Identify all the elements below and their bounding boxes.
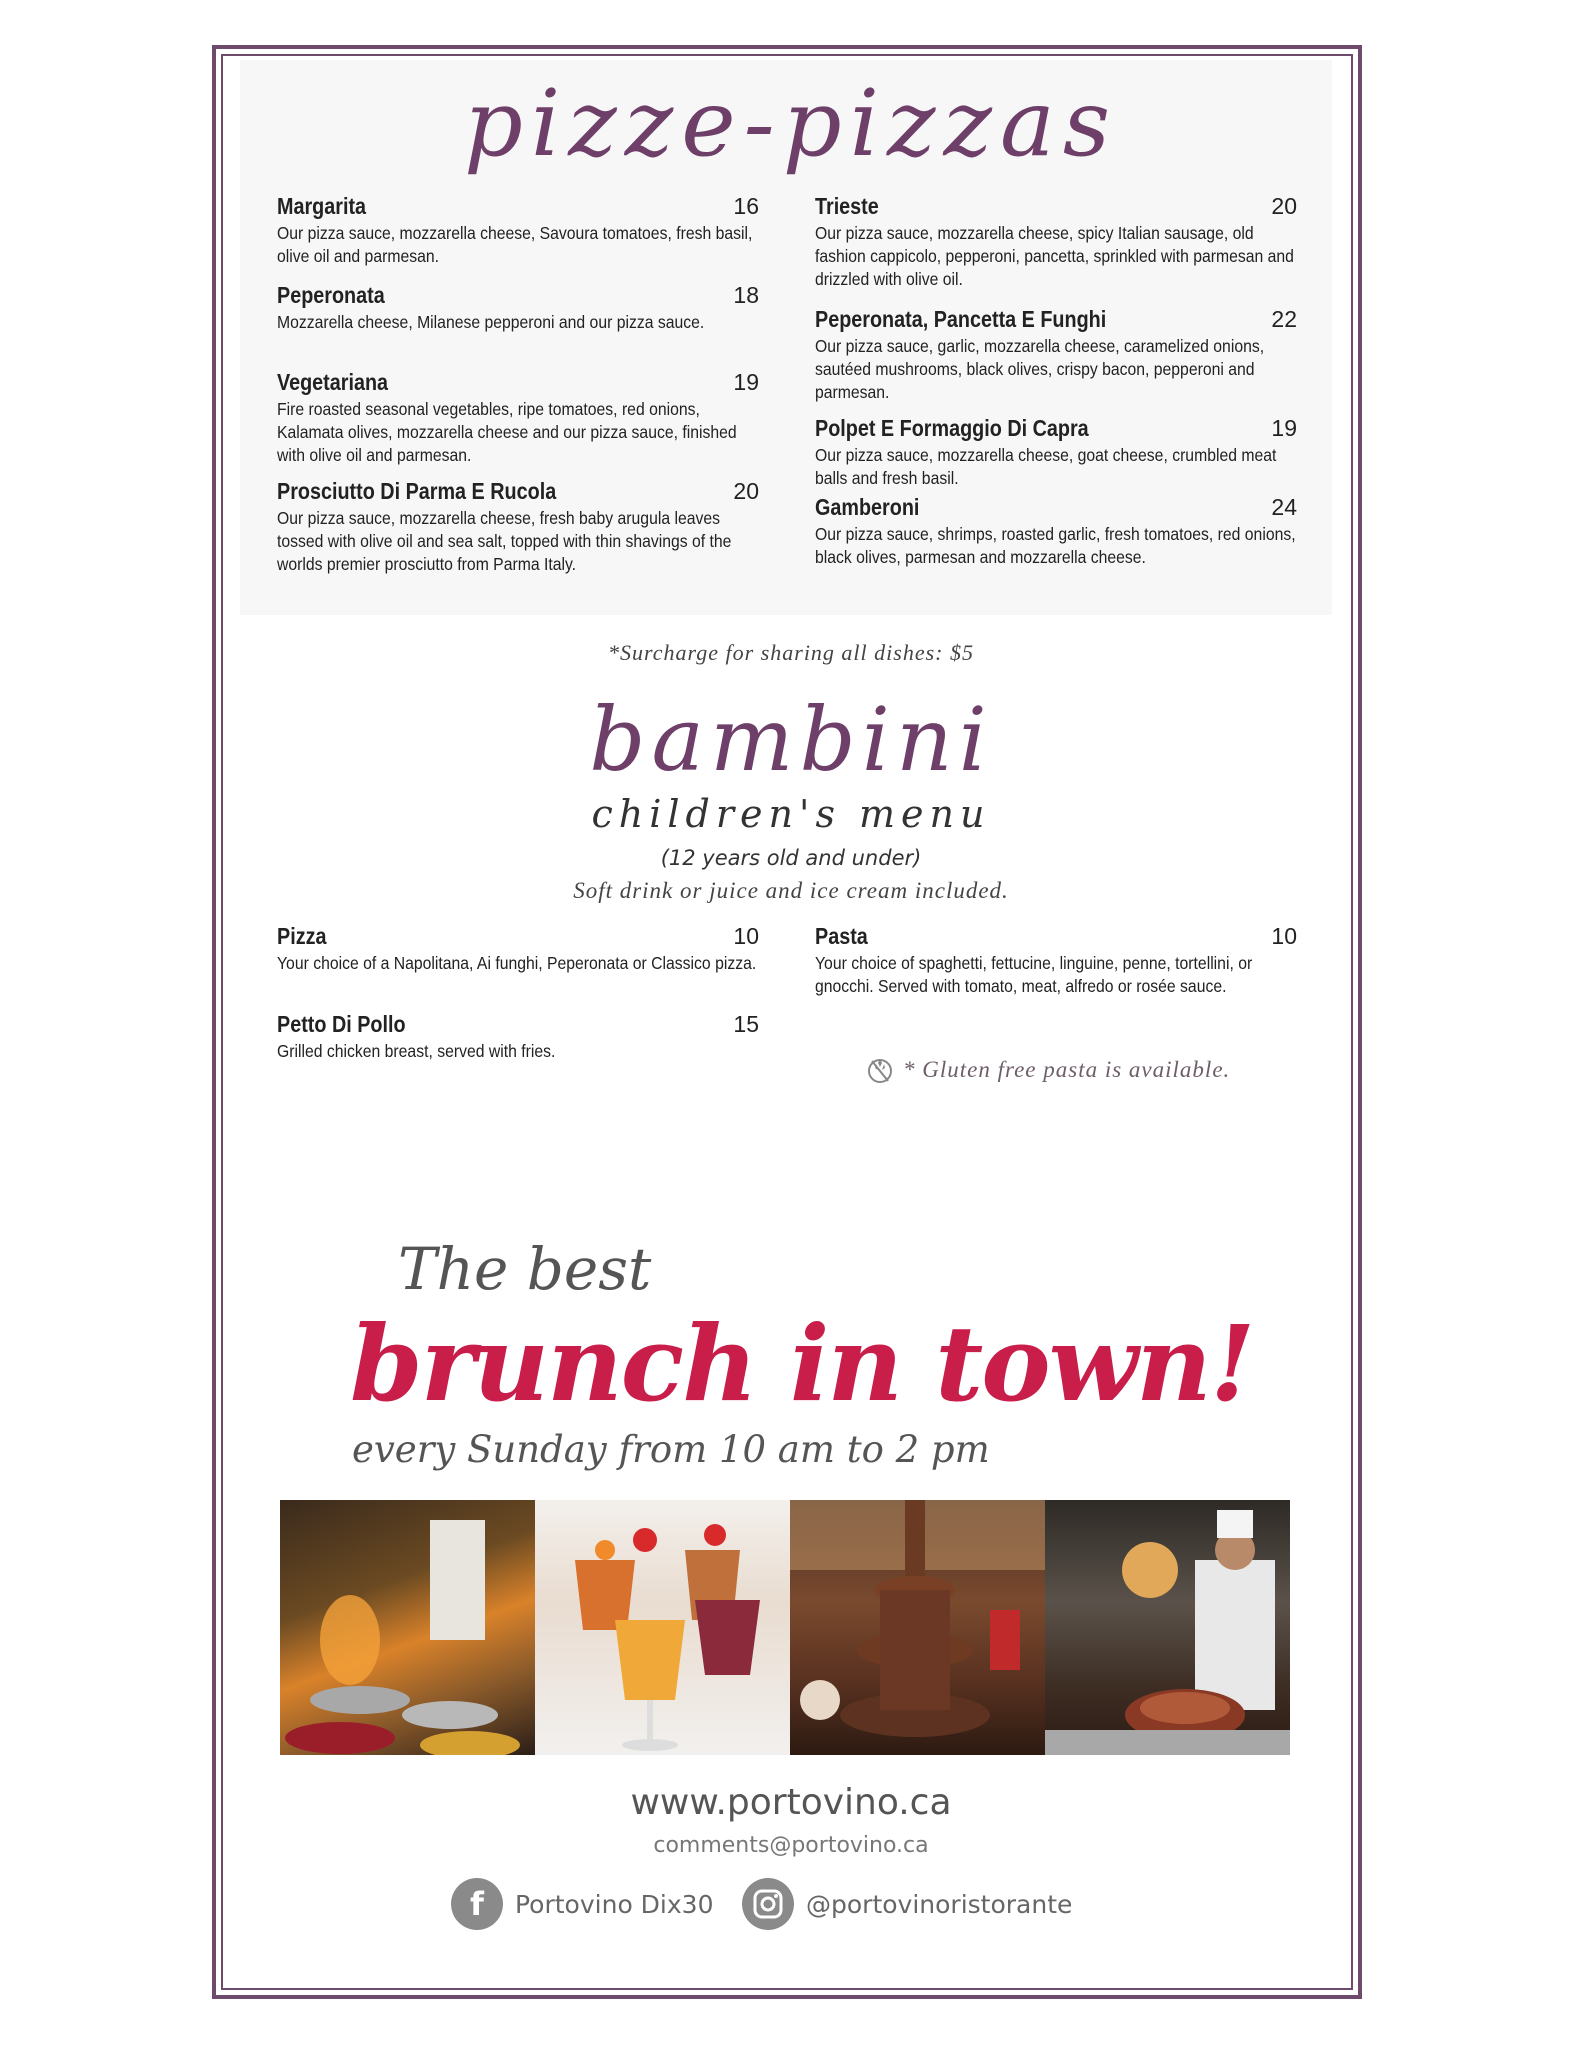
item-name: Peperonata <box>277 282 385 308</box>
item-name: Vegetariana <box>277 369 389 395</box>
item-name: Polpet E Formaggio Di Capra <box>815 415 1089 441</box>
item-name: Petto Di Pollo <box>277 1011 406 1037</box>
menu-item <box>815 193 1297 291</box>
item-desc: Fire roasted seasonal vegetables, ripe tomatoes, red onions, Kalamata olives, mozzarella cheese and our pizza sauce, finished with olive oil and parmesan. <box>277 399 737 465</box>
menu-item <box>277 369 759 467</box>
surcharge-note: *Surcharge for sharing all dishes: $5 <box>608 640 974 665</box>
facebook-link[interactable] <box>451 1878 714 1930</box>
photo-chef-cooking <box>280 1500 535 1755</box>
facebook-label: Portovino Dix30 <box>515 1889 714 1919</box>
item-price: 20 <box>733 478 759 504</box>
menu-item <box>815 494 1297 569</box>
item-price: 10 <box>1271 923 1297 949</box>
item-name: Prosciutto Di Parma E Rucola <box>277 478 557 504</box>
item-name: Pizza <box>277 923 327 949</box>
photo-smoothies <box>535 1500 790 1755</box>
menu-item <box>277 923 759 975</box>
gluten-free-note <box>867 1055 1230 1085</box>
menu-item <box>277 193 759 268</box>
item-price: 20 <box>1271 193 1297 219</box>
gluten-free-text: * Gluten free pasta is available. <box>903 1057 1231 1082</box>
menu-item <box>277 1011 759 1063</box>
age-note: (12 years old and under) <box>660 846 922 870</box>
wheat-icon <box>867 1055 893 1085</box>
item-desc: Our pizza sauce, mozzarella cheese, goat cheese, crumbled meat balls and fresh basil. <box>815 445 1277 488</box>
item-desc: Our pizza sauce, mozzarella cheese, spicy Italian sausage, old fashion cappicolo, pepperoni, pancetta, sprinkled with parmesan and drizzled with olive oil. <box>815 223 1294 289</box>
item-desc: Grilled chicken breast, served with fries. <box>277 1041 556 1061</box>
instagram-label: @portovinoristorante <box>806 1889 1073 1919</box>
instagram-icon <box>742 1878 794 1930</box>
item-name: Trieste <box>815 193 879 219</box>
item-price: 10 <box>733 923 759 949</box>
item-desc: Our pizza sauce, shrimps, roasted garlic, fresh tomatoes, red onions, black olives, parmesan and mozzarella cheese. <box>815 524 1296 567</box>
item-name: Pasta <box>815 923 868 949</box>
brunch-headline: brunch in town! <box>350 1302 1254 1425</box>
photo-chocolate-fountain <box>790 1500 1045 1755</box>
bambini-title: bambini <box>589 688 993 791</box>
item-price: 15 <box>733 1011 759 1037</box>
brunch-photo-strip <box>280 1500 1290 1755</box>
item-name: Gamberoni <box>815 494 920 520</box>
brunch-line1: The best <box>398 1235 652 1303</box>
item-name: Margarita <box>277 193 367 219</box>
item-desc: Your choice of spaghetti, fettucine, linguine, penne, tortellini, or gnocchi. Served with tomato, meat, alfredo or rosée sauce. <box>815 953 1253 996</box>
item-desc: Our pizza sauce, garlic, mozzarella cheese, caramelized onions, sautéed mushrooms, black olives, crispy bacon, pepperoni and parmesan. <box>815 336 1265 402</box>
item-price: 19 <box>733 369 759 395</box>
item-desc: Our pizza sauce, mozzarella cheese, Savoura tomatoes, fresh basil, olive oil and parmesan. <box>277 223 753 266</box>
website-link[interactable]: www.portovino.ca <box>630 1782 952 1823</box>
menu-item <box>815 306 1297 404</box>
item-price: 18 <box>733 282 759 308</box>
menu-item <box>815 415 1297 490</box>
item-desc: Mozzarella cheese, Milanese pepperoni and our pizza sauce. <box>277 312 705 332</box>
menu-item <box>815 923 1297 998</box>
included-note: Soft drink or juice and ice cream included. <box>573 878 1009 903</box>
menu-item <box>277 478 759 576</box>
item-price: 24 <box>1271 494 1297 520</box>
menu-item <box>277 282 759 334</box>
brunch-schedule: every Sunday from 10 am to 2 pm <box>352 1428 990 1471</box>
item-price: 19 <box>1271 415 1297 441</box>
pizze-title: pizze-pizzas <box>463 70 1119 177</box>
item-desc: Our pizza sauce, mozzarella cheese, fresh baby arugula leaves tossed with olive oil and sea salt, topped with thin shavings of the worlds premier prosciutto from Parma Italy. <box>277 508 732 574</box>
email-link[interactable]: comments@portovino.ca <box>653 1833 929 1858</box>
item-desc: Your choice of a Napolitana, Ai funghi, Peperonata or Classico pizza. <box>277 953 757 973</box>
item-price: 22 <box>1271 306 1297 332</box>
item-name: Peperonata, Pancetta E Funghi <box>815 306 1107 332</box>
instagram-link[interactable] <box>742 1878 1072 1930</box>
childrens-menu-subtitle: children's menu <box>591 792 991 836</box>
facebook-icon: f <box>451 1878 503 1930</box>
photo-chef-carving <box>1045 1500 1290 1755</box>
item-price: 16 <box>733 193 759 219</box>
